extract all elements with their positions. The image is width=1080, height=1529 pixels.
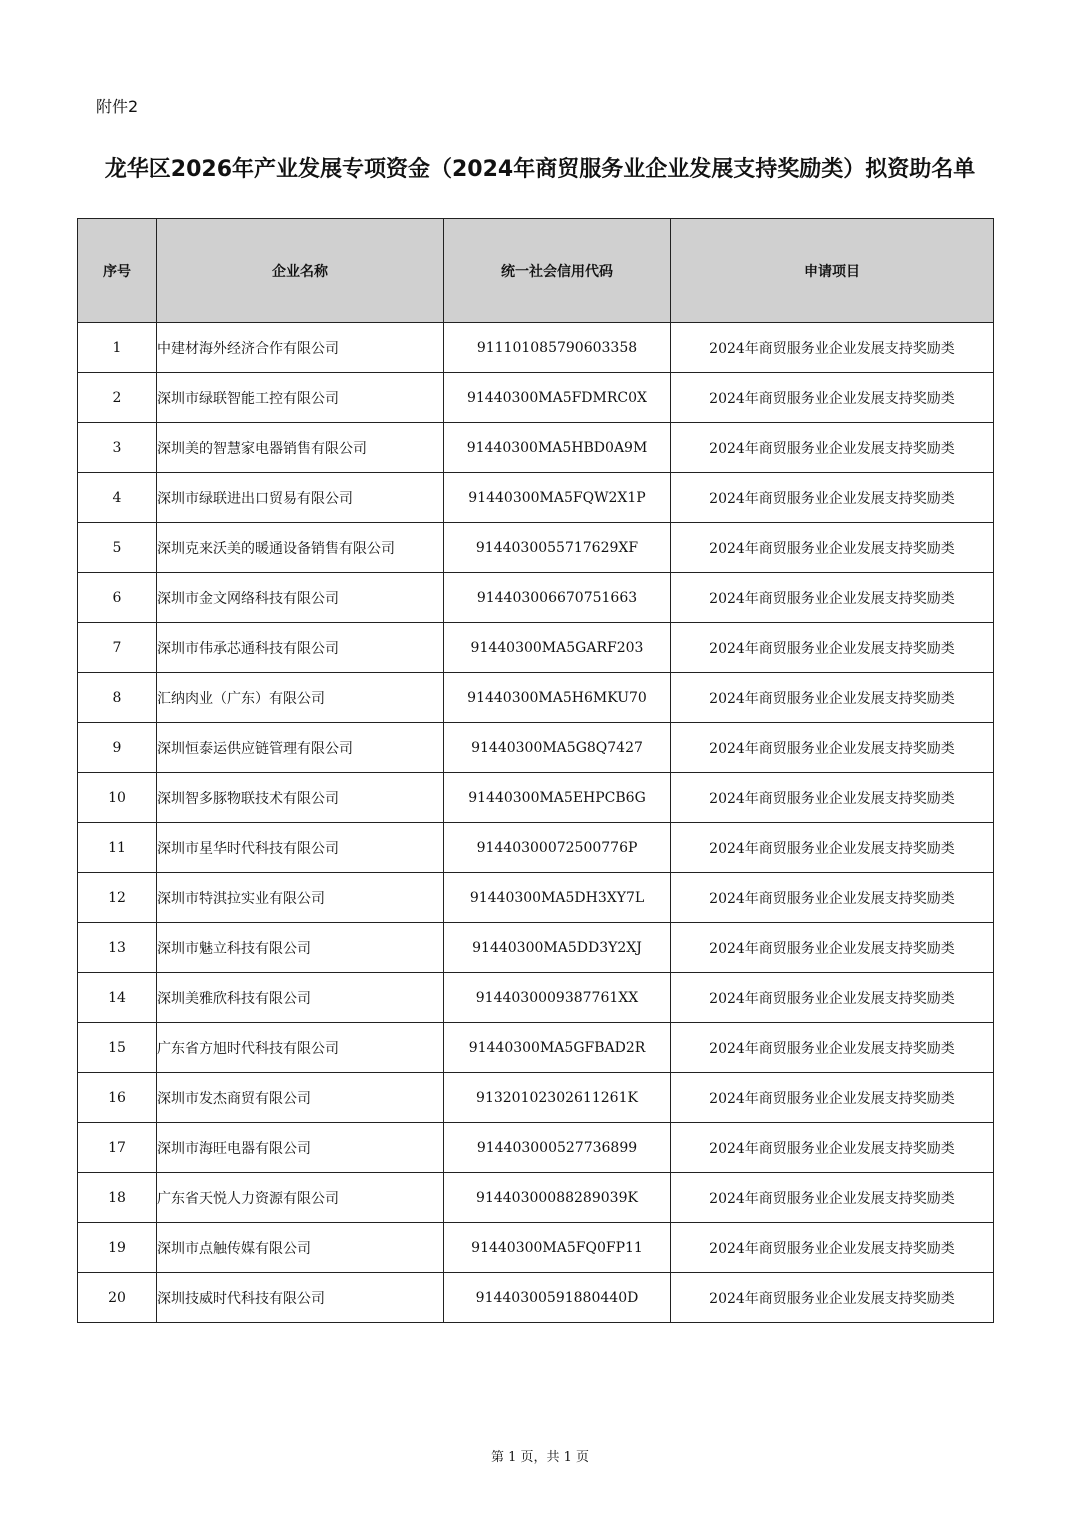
table-row — [78, 623, 994, 673]
table-row — [78, 323, 994, 373]
cell-company-name: 深圳市绿联进出口贸易有限公司 — [157, 473, 444, 523]
header-serial-number: 序号 — [78, 219, 157, 323]
cell-application-item: 2024年商贸服务业企业发展支持奖励类 — [671, 523, 994, 573]
table-row — [78, 873, 994, 923]
table-row — [78, 523, 994, 573]
cell-credit-code: 91440300MA5EHPCB6G — [444, 773, 671, 823]
table-row — [78, 673, 994, 723]
table-row — [78, 723, 994, 773]
cell-application-item: 2024年商贸服务业企业发展支持奖励类 — [671, 1223, 994, 1273]
cell-application-item: 2024年商贸服务业企业发展支持奖励类 — [671, 423, 994, 473]
cell-application-item: 2024年商贸服务业企业发展支持奖励类 — [671, 1273, 994, 1323]
document-title: 龙华区2026年产业发展专项资金（2024年商贸服务业企业发展支持奖励类）拟资助名单 — [104, 157, 976, 182]
cell-company-name: 深圳市魅立科技有限公司 — [157, 923, 444, 973]
attachment-label: 附件2 — [96, 97, 139, 116]
cell-company-name: 深圳市海旺电器有限公司 — [157, 1123, 444, 1173]
cell-serial-number: 6 — [78, 573, 157, 623]
header-company-name: 企业名称 — [157, 219, 444, 323]
cell-credit-code: 9144030055717629XF — [444, 523, 671, 573]
cell-serial-number: 9 — [78, 723, 157, 773]
cell-serial-number: 16 — [78, 1073, 157, 1123]
cell-application-item: 2024年商贸服务业企业发展支持奖励类 — [671, 673, 994, 723]
cell-company-name: 深圳恒泰运供应链管理有限公司 — [157, 723, 444, 773]
cell-credit-code: 91320102302611261K — [444, 1073, 671, 1123]
cell-credit-code: 91440300088289039K — [444, 1173, 671, 1223]
cell-credit-code: 914403006670751663 — [444, 573, 671, 623]
cell-application-item: 2024年商贸服务业企业发展支持奖励类 — [671, 1173, 994, 1223]
table-row — [78, 823, 994, 873]
cell-application-item: 2024年商贸服务业企业发展支持奖励类 — [671, 573, 994, 623]
cell-company-name: 深圳美雅欣科技有限公司 — [157, 973, 444, 1023]
table-row — [78, 773, 994, 823]
cell-serial-number: 10 — [78, 773, 157, 823]
cell-credit-code: 91440300MA5FQ0FP11 — [444, 1223, 671, 1273]
table-row — [78, 573, 994, 623]
cell-company-name: 深圳市点触传媒有限公司 — [157, 1223, 444, 1273]
table-body — [78, 323, 994, 1323]
table-row — [78, 923, 994, 973]
cell-application-item: 2024年商贸服务业企业发展支持奖励类 — [671, 473, 994, 523]
cell-company-name: 深圳市特淇拉实业有限公司 — [157, 873, 444, 923]
cell-credit-code: 914403000527736899 — [444, 1123, 671, 1173]
cell-application-item: 2024年商贸服务业企业发展支持奖励类 — [671, 1073, 994, 1123]
cell-serial-number: 4 — [78, 473, 157, 523]
cell-credit-code: 91440300MA5DH3XY7L — [444, 873, 671, 923]
cell-credit-code: 91440300MA5HBD0A9M — [444, 423, 671, 473]
cell-credit-code: 91440300MA5G8Q7427 — [444, 723, 671, 773]
table-row — [78, 373, 994, 423]
cell-application-item: 2024年商贸服务业企业发展支持奖励类 — [671, 723, 994, 773]
cell-application-item: 2024年商贸服务业企业发展支持奖励类 — [671, 923, 994, 973]
cell-serial-number: 18 — [78, 1173, 157, 1223]
cell-application-item: 2024年商贸服务业企业发展支持奖励类 — [671, 823, 994, 873]
cell-application-item: 2024年商贸服务业企业发展支持奖励类 — [671, 873, 994, 923]
cell-serial-number: 13 — [78, 923, 157, 973]
cell-serial-number: 7 — [78, 623, 157, 673]
cell-serial-number: 5 — [78, 523, 157, 573]
cell-company-name: 中建材海外经济合作有限公司 — [157, 323, 444, 373]
cell-company-name: 广东省天悦人力资源有限公司 — [157, 1173, 444, 1223]
cell-application-item: 2024年商贸服务业企业发展支持奖励类 — [671, 323, 994, 373]
cell-company-name: 汇纳肉业（广东）有限公司 — [157, 673, 444, 723]
cell-credit-code: 91440300MA5FQW2X1P — [444, 473, 671, 523]
cell-credit-code: 91440300MA5DD3Y2XJ — [444, 923, 671, 973]
cell-serial-number: 3 — [78, 423, 157, 473]
cell-serial-number: 1 — [78, 323, 157, 373]
cell-serial-number: 8 — [78, 673, 157, 723]
cell-credit-code: 91440300MA5H6MKU70 — [444, 673, 671, 723]
cell-company-name: 深圳市伟承芯通科技有限公司 — [157, 623, 444, 673]
cell-credit-code: 911101085790603358 — [444, 323, 671, 373]
cell-serial-number: 11 — [78, 823, 157, 873]
table-row — [78, 1123, 994, 1173]
table-row — [78, 1023, 994, 1073]
cell-serial-number: 17 — [78, 1123, 157, 1173]
cell-credit-code: 91440300072500776P — [444, 823, 671, 873]
table-row — [78, 1273, 994, 1323]
page-footer: 第 1 页，共 1 页 — [490, 1450, 590, 1465]
cell-company-name: 深圳市发杰商贸有限公司 — [157, 1073, 444, 1123]
cell-application-item: 2024年商贸服务业企业发展支持奖励类 — [671, 1023, 994, 1073]
cell-serial-number: 15 — [78, 1023, 157, 1073]
cell-company-name: 深圳市星华时代科技有限公司 — [157, 823, 444, 873]
header-credit-code: 统一社会信用代码 — [444, 219, 671, 323]
table-row — [78, 1073, 994, 1123]
cell-credit-code: 91440300MA5FDMRC0X — [444, 373, 671, 423]
table-row — [78, 1173, 994, 1223]
table-header-row — [78, 219, 994, 323]
header-application-item: 申请项目 — [671, 219, 994, 323]
cell-serial-number: 19 — [78, 1223, 157, 1273]
cell-company-name: 深圳技威时代科技有限公司 — [157, 1273, 444, 1323]
cell-credit-code: 91440300MA5GFBAD2R — [444, 1023, 671, 1073]
cell-serial-number: 12 — [78, 873, 157, 923]
cell-credit-code: 91440300MA5GARF203 — [444, 623, 671, 673]
cell-credit-code: 91440300591880440D — [444, 1273, 671, 1323]
cell-application-item: 2024年商贸服务业企业发展支持奖励类 — [671, 373, 994, 423]
table-row — [78, 473, 994, 523]
cell-company-name: 深圳美的智慧家电器销售有限公司 — [157, 423, 444, 473]
cell-serial-number: 20 — [78, 1273, 157, 1323]
table-row — [78, 973, 994, 1023]
table-row — [78, 1223, 994, 1273]
cell-company-name: 深圳智多豚物联技术有限公司 — [157, 773, 444, 823]
cell-application-item: 2024年商贸服务业企业发展支持奖励类 — [671, 623, 994, 673]
cell-company-name: 深圳克来沃美的暖通设备销售有限公司 — [157, 523, 444, 573]
table-row — [78, 423, 994, 473]
cell-application-item: 2024年商贸服务业企业发展支持奖励类 — [671, 773, 994, 823]
cell-company-name: 广东省方旭时代科技有限公司 — [157, 1023, 444, 1073]
cell-application-item: 2024年商贸服务业企业发展支持奖励类 — [671, 973, 994, 1023]
cell-company-name: 深圳市金文网络科技有限公司 — [157, 573, 444, 623]
cell-credit-code: 9144030009387761XX — [444, 973, 671, 1023]
cell-application-item: 2024年商贸服务业企业发展支持奖励类 — [671, 1123, 994, 1173]
cell-company-name: 深圳市绿联智能工控有限公司 — [157, 373, 444, 423]
cell-serial-number: 2 — [78, 373, 157, 423]
funding-list-table — [77, 218, 994, 1323]
cell-serial-number: 14 — [78, 973, 157, 1023]
